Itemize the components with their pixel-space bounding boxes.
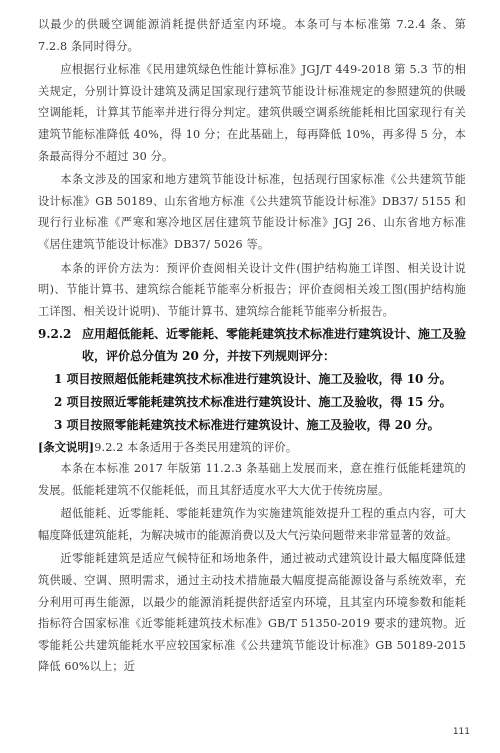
explanation-text: 9.2.2 本条适用于各类民用建筑的评价。 [94, 440, 298, 454]
page-content [38, 14, 466, 678]
scoring-rule: 2 项目按照近零能耗建筑技术标准进行建筑设计、施工及验收，得 15 分。 [54, 394, 452, 409]
background-paragraph: 本条在本标准 2017 年版第 11.2.3 条基础上发展而来，意在推行低能耗建筑的发展。低能耗建筑不仅能耗低，而且其舒适度水平大大优于传统房屋。 [38, 462, 466, 497]
calculation-paragraph: 应根据行业标准《民用建筑绿色性能计算标准》JGJ/T 449-2018 第 5.3 节的相关规定，分别计算设计建筑及满足国家现行建筑节能设计标准规定的参照建筑的供暖空调能耗，计算其节能率并进行得分判定。建筑供暖空调系统能耗相比国家现行有关建筑节能标准降低 40%，得 10 分；在此基础上，每再降低 10%，再多得 5 分，本条最高得分不超过 30 分。 [38, 63, 466, 163]
clause-title: 应用超低能耗、近零能耗、零能耗建筑技术标准进行建筑设计、施工及验收，评价总分值为 20 分，并按下列规则评分： [82, 327, 467, 363]
clause-heading [38, 324, 466, 367]
benefit-paragraph: 超低能耗、近零能耗、零能耗建筑作为实施建筑能效提升工程的重点内容，可大幅度降低建筑能耗，为解决城市的能源消费以及大气污染问题带来非常显著的效益。 [38, 507, 466, 542]
definition-paragraph: 近零能耗建筑是适应气候特征和场地条件，通过被动式建筑设计最大幅度降低建筑供暖、空调、照明需求，通过主动技术措施最大幅度提高能源设备与系统效率，充分利用可再生能源，以最少的能源消耗提供舒适室内环境，且其室内环境参数和能耗指标符合国家标准《近零能耗建筑技术标准》GB/T 51350-2019 要求的建筑物。近零能耗公共建筑能耗水平应较国家标准《公共建筑节能设计标准》GB 50189-2015 降低 60%以上；近 [38, 552, 466, 674]
clause-explanation [38, 437, 466, 459]
explanation-tag: [条文说明] [38, 439, 95, 454]
evaluation-method-paragraph: 本条的评价方法为：预评价查阅相关设计文件(围护结构施工详图、相关设计说明)、节能计算书、建筑综合能耗节能率分析报告；评价查阅相关竣工图(围护结构施工详图、相关设计说明)、节能计算书、建筑综合能耗节能率分析报告。 [38, 261, 466, 318]
clause-number: 9.2.2 [38, 327, 72, 342]
scoring-rule: 3 项目按照零能耗建筑技术标准进行建筑设计、施工及验收，得 20 分。 [54, 417, 440, 432]
page-number: 111 [452, 727, 470, 737]
standards-paragraph: 本条文涉及的国家和地方建筑节能设计标准，包括现行国家标准《公共建筑节能设计标准》GB 50189、山东省地方标准《公共建筑节能设计标准》DB37/ 5155 和现行行业标准《严寒和寒冷地区居住建筑节能设计标准》JGJ 26、山东省地方标准《居住建筑节能设计标准》DB37/ 5026 等。 [38, 173, 466, 251]
continued-paragraph: 以最少的供暖空调能源消耗提供舒适室内环境。本条可与本标准第 7.2.4 条、第 7.2.8 条同时得分。 [38, 18, 466, 53]
scoring-rule: 1 项目按照超低能耗建筑技术标准进行建筑设计、施工及验收，得 10 分。 [54, 371, 452, 386]
